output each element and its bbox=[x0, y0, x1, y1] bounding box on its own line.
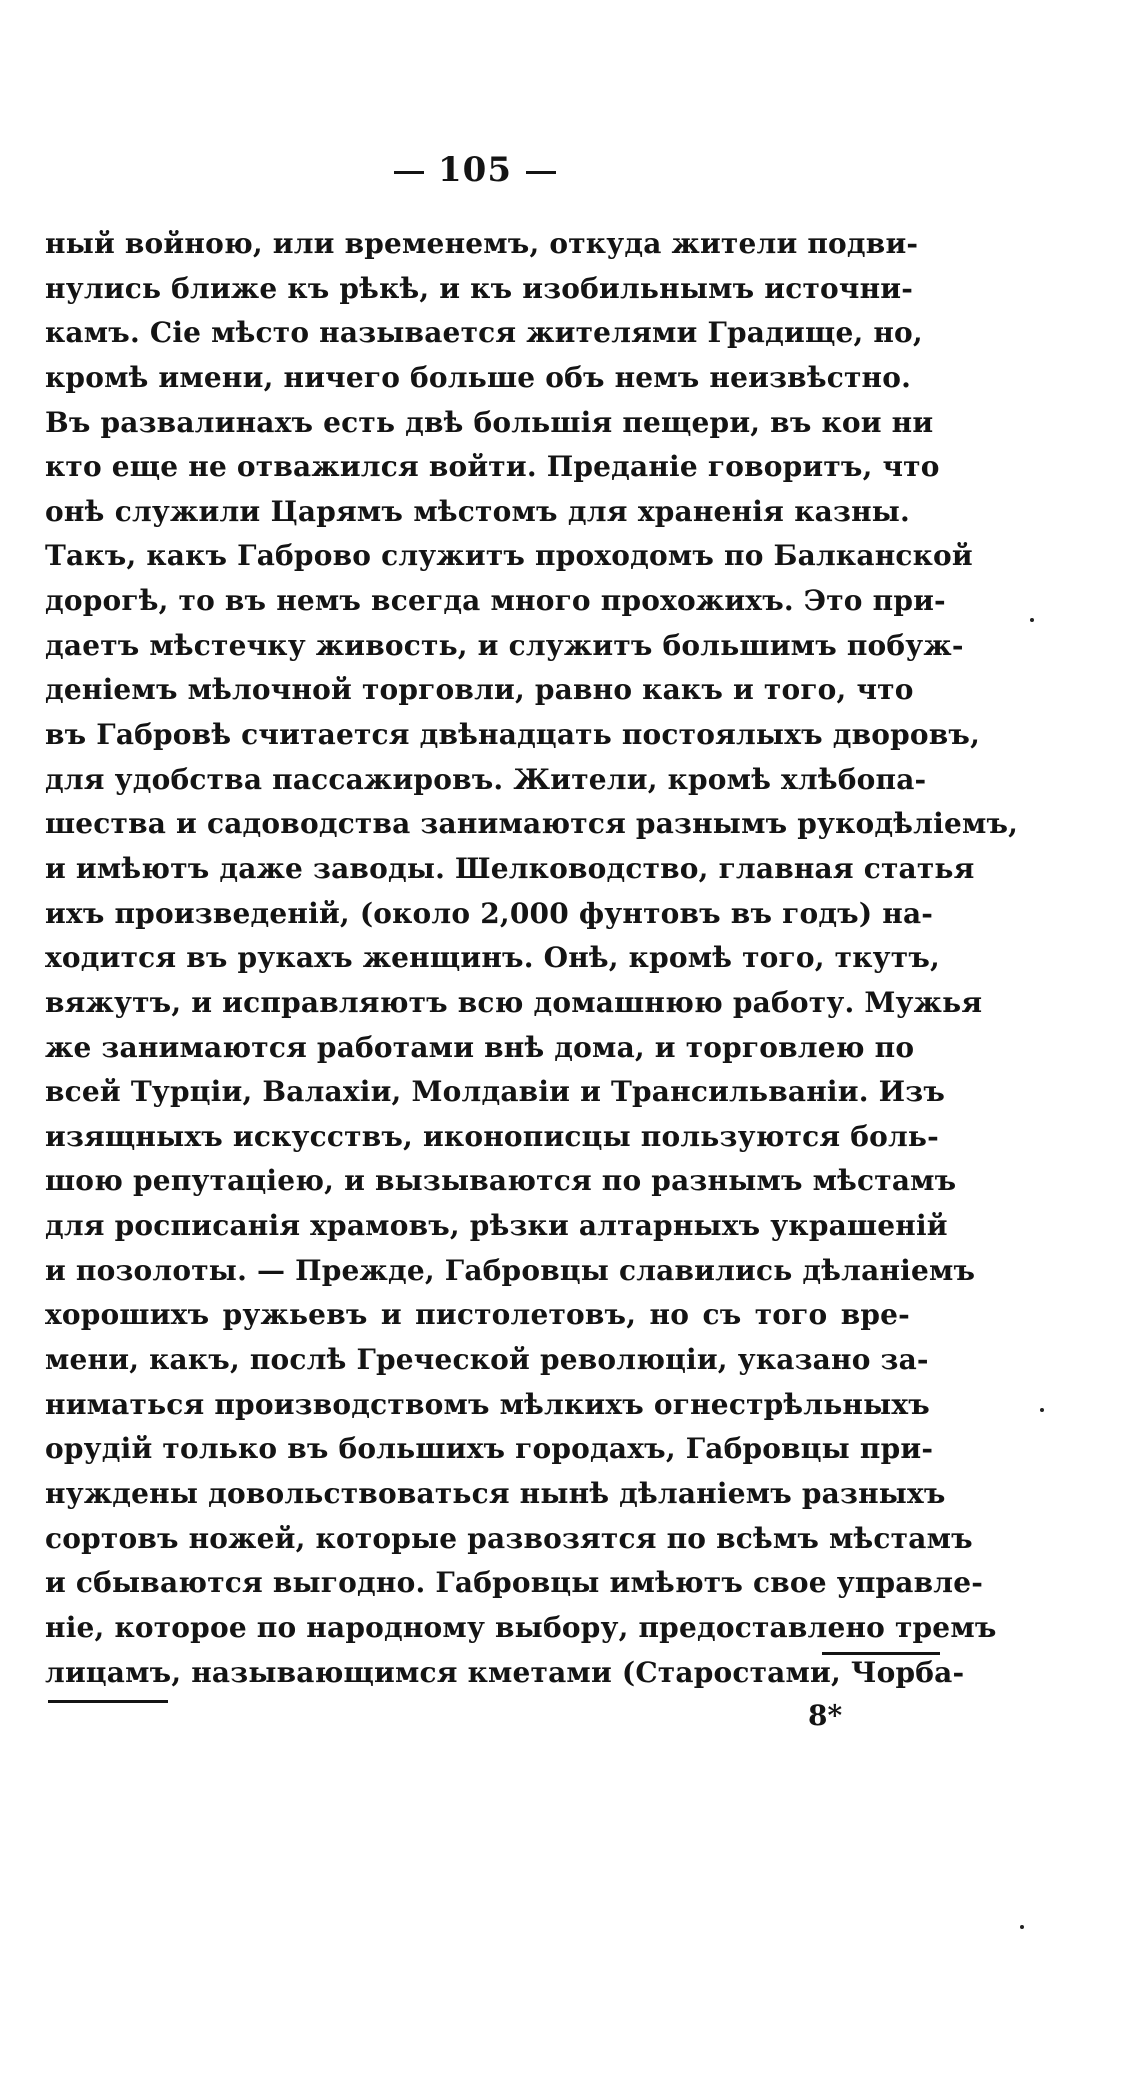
page-header bbox=[375, 150, 575, 190]
text-line: лицамъ, называющимся кметами (Старостами, Чорба- bbox=[45, 1655, 965, 1689]
ink-speck bbox=[1040, 1408, 1044, 1412]
ink-speck bbox=[1020, 1925, 1024, 1929]
text-line: кромѣ имени, ничего больше объ немъ неизвѣстно. bbox=[45, 360, 912, 394]
handwritten-underline bbox=[822, 1652, 940, 1655]
text-line: Въ развалинахъ есть двѣ большія пещери, въ кои ни bbox=[45, 405, 934, 439]
text-line: и позолоты. — Прежде, Габровцы славились дѣланіемъ bbox=[45, 1253, 976, 1287]
header-dash-left bbox=[394, 171, 424, 174]
text-line: для росписанія храмовъ, рѣзки алтарныхъ украшеній bbox=[45, 1209, 948, 1243]
text-line: ниматься производствомъ мѣлкихъ огнестрѣльныхъ bbox=[45, 1387, 930, 1421]
text-line: для удобства пассажировъ. Жители, кромѣ хлѣбопа- bbox=[45, 762, 927, 796]
text-line: даетъ мѣстечку живость, и служитъ большимъ побуж- bbox=[45, 628, 964, 662]
text-line: и имѣютъ даже заводы. Шелководство, главная статья bbox=[45, 851, 975, 885]
text-line: въ Габровѣ считается двѣнадцать постоялыхъ дворовъ, bbox=[45, 718, 981, 752]
text-line: камъ. Сіе мѣсто называется жителями Градище, но, bbox=[45, 316, 923, 350]
text-line: нулись ближе къ рѣкѣ, и къ изобильнымъ источни- bbox=[45, 271, 914, 305]
text-line: всей Турціи, Валахіи, Молдавіи и Трансильваніи. Изъ bbox=[45, 1075, 945, 1109]
ink-speck bbox=[1030, 618, 1034, 622]
text-line: орудій только въ большихъ городахъ, Габровцы при- bbox=[45, 1432, 934, 1466]
text-line: изящныхъ искусствъ, иконописцы пользуются боль- bbox=[45, 1119, 939, 1153]
text-line: же занимаются работами внѣ дома, и торговлею по bbox=[45, 1030, 915, 1064]
text-line: ный войною, или временемъ, откуда жители подви- bbox=[45, 227, 919, 260]
text-line: сортовъ ножей, которые развозятся по всѣмъ мѣстамъ bbox=[45, 1521, 973, 1555]
text-line: мени, какъ, послѣ Греческой революціи, указано за- bbox=[45, 1343, 929, 1377]
body-text bbox=[45, 222, 1019, 1695]
text-line: онѣ служили Царямъ мѣстомъ для храненія казны. bbox=[45, 494, 910, 528]
text-line: кто еще не отважился войти. Преданіе говоритъ, что bbox=[45, 450, 940, 484]
page-number: 105 bbox=[438, 150, 512, 190]
text-line: деніемъ мѣлочной торговли, равно какъ и того, что bbox=[45, 673, 914, 707]
printer-signature-mark: 8* bbox=[808, 1699, 843, 1732]
text-line: ходится въ рукахъ женщинъ. Онѣ, кромѣ того, ткутъ, bbox=[45, 941, 940, 975]
handwritten-underline bbox=[48, 1700, 168, 1703]
text-line: дорогѣ, то въ немъ всегда много прохожихъ. Это при- bbox=[45, 584, 946, 618]
text-line: Такъ, какъ Габрово служитъ проходомъ по Балканской bbox=[45, 539, 973, 573]
text-line: ніе, которое по народному выбору, предоставлено тремъ bbox=[45, 1610, 997, 1644]
text-line: шою репутаціею, и вызываются по разнымъ мѣстамъ bbox=[45, 1164, 957, 1198]
header-dash-right bbox=[526, 171, 556, 174]
text-line: шества и садоводства занимаются разнымъ рукодѣліемъ, bbox=[45, 807, 1019, 841]
text-line: нуждены довольствоваться нынѣ дѣланіемъ разныхъ bbox=[45, 1476, 946, 1510]
text-line: и сбываются выгодно. Габровцы имѣютъ свое управле- bbox=[45, 1566, 984, 1600]
text-line: хорошихъ ружьевъ и пистолетовъ, но съ того вре- bbox=[45, 1298, 910, 1332]
text-line: вяжутъ, и исправляютъ всю домашнюю работу. Мужья bbox=[45, 985, 983, 1019]
text-line: ихъ произведеній, (около 2,000 фунтовъ въ годъ) на- bbox=[45, 896, 934, 930]
